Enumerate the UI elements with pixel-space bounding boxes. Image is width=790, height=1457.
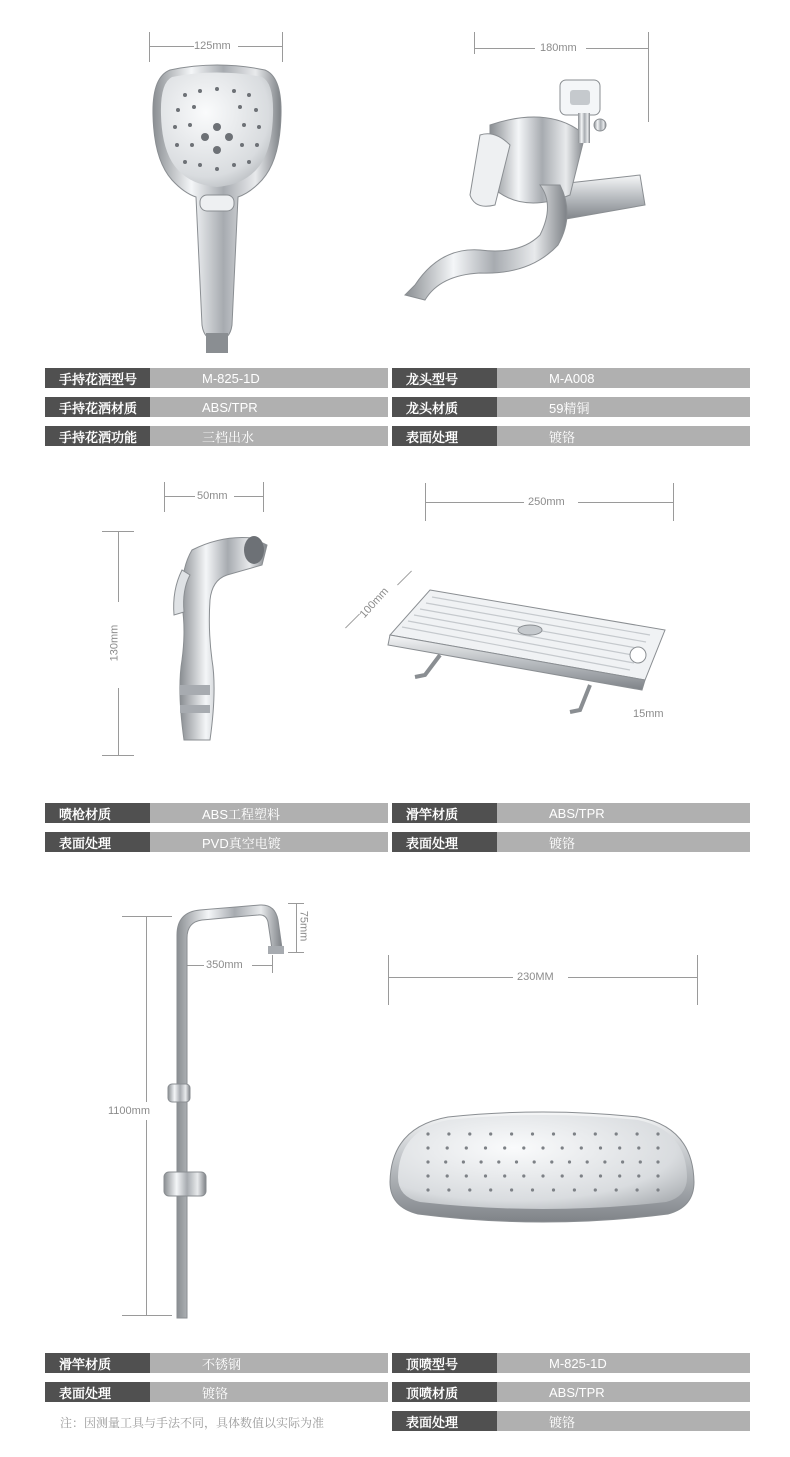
handshower-width-label: 125mm [194,40,231,52]
spec-value: ABS/TPR [497,803,750,823]
nozzle-dot [573,1188,576,1191]
overhead-shower-image [388,1112,698,1230]
spec-row [45,426,388,446]
nozzle-dot [503,1146,506,1149]
nozzle-dot [580,1146,583,1149]
nozzle-dot [489,1188,492,1191]
spec-value: ABS/TPR [497,1382,750,1402]
nozzle-dot [522,1146,525,1149]
spec-label: 手持花洒功能 [45,426,150,446]
nozzle-dot [621,1160,624,1163]
nozzle-dot [573,1132,576,1135]
nozzle-dot [447,1132,450,1135]
spec-label: 喷枪材质 [45,803,150,823]
spec-value: 镀铬 [497,1411,750,1431]
nozzle-dot [656,1174,659,1177]
spec-label: 滑竿材质 [392,803,497,823]
spec-value: M-825-1D [150,368,388,388]
spec-label: 顶喷型号 [392,1353,497,1373]
nozzle-dot [510,1188,513,1191]
spec-row [392,1353,750,1373]
nozzle-dot [533,1160,536,1163]
nozzle-dot [446,1174,449,1177]
shelf-depth-label: 100mm [357,585,392,621]
shelf-thickness-label: 15mm [633,708,664,720]
spec-value: ABS工程塑料 [150,803,388,823]
disclaimer-note: 注：因测量工具与手法不同，具体数值以实际为准 [60,1416,325,1430]
spec-row [45,803,388,823]
nozzle-dot [550,1160,553,1163]
spec-row [392,426,750,446]
nozzle-dot [484,1174,487,1177]
nozzle-dot [446,1146,449,1149]
nozzle-dot [462,1160,465,1163]
nozzle-dot [561,1174,564,1177]
spec-value: ABS/TPR [150,397,388,417]
pipe-height-label: 1100mm [108,1105,150,1117]
spec-row [392,832,750,852]
nozzle-dot [426,1160,429,1163]
spec-value: 三档出水 [150,426,388,446]
spec-label: 龙头材质 [392,397,497,417]
nozzle-dot [522,1174,525,1177]
nozzle-dot [618,1146,621,1149]
spec-label: 表面处理 [392,1411,497,1431]
spec-label: 龙头型号 [392,368,497,388]
head-width-label: 230MM [517,971,554,983]
spec-label: 顶喷材质 [392,1382,497,1402]
nozzle-dot [636,1188,639,1191]
shelf-length-label: 250mm [528,496,565,508]
spec-label: 滑竿材质 [45,1353,150,1373]
spec-value: 不锈钢 [150,1353,388,1373]
spec-value: 镀铬 [497,426,750,446]
nozzle-dot [656,1188,659,1191]
spec-label: 表面处理 [392,426,497,446]
spec-row [392,397,750,417]
nozzle-dot [561,1146,564,1149]
nozzle-dot [468,1188,471,1191]
nozzle-dot [568,1160,571,1163]
nozzle-dot [426,1132,429,1135]
nozzle-dot [656,1146,659,1149]
nozzle-dot [426,1146,429,1149]
spec-label: 表面处理 [45,1382,150,1402]
nozzle-dot [637,1174,640,1177]
nozzle-dot [503,1174,506,1177]
nozzle-dot [639,1160,642,1163]
spec-label: 表面处理 [45,832,150,852]
nozzle-dot [656,1160,659,1163]
nozzle-dot [615,1132,618,1135]
nozzle-dot [484,1146,487,1149]
nozzle-dot [468,1132,471,1135]
faucet-width-label: 180mm [540,42,577,54]
nozzle-dot [552,1132,555,1135]
spec-value: M-A008 [497,368,750,388]
nozzle-dot [603,1160,606,1163]
nozzle-dot [489,1132,492,1135]
spec-row [392,803,750,823]
spec-value: M-825-1D [497,1353,750,1373]
nozzle-dot [480,1160,483,1163]
nozzle-dot [636,1132,639,1135]
spec-label: 手持花洒材质 [45,397,150,417]
nozzle-dot [594,1188,597,1191]
nozzle-dot [599,1174,602,1177]
nozzle-dot [426,1188,429,1191]
spec-value: 镀铬 [150,1382,388,1402]
nozzle-dot [615,1188,618,1191]
handshower-image [150,65,285,355]
sprayer-height-label: 130mm [108,624,121,662]
nozzle-dot [531,1132,534,1135]
nozzle-dot [541,1146,544,1149]
spec-row [392,368,750,388]
shower-pipe-image [160,900,290,1320]
nozzle-dot [656,1132,659,1135]
spec-row [45,832,388,852]
spec-row [45,1353,388,1373]
nozzle-dot [580,1174,583,1177]
arm-length-label: 350mm [206,959,243,971]
nozzle-dot [515,1160,518,1163]
spec-row [392,1411,750,1431]
nozzle-dot [586,1160,589,1163]
nozzle-dot [510,1132,513,1135]
nozzle-dot [552,1188,555,1191]
arm-drop-label: 75mm [297,910,310,942]
nozzle-dot [426,1174,429,1177]
sprayer-image [162,530,272,750]
nozzle-dot [465,1174,468,1177]
nozzle-dot [465,1146,468,1149]
shelf-image [380,585,670,720]
nozzle-dot [618,1174,621,1177]
spec-value: 59精铜 [497,397,750,417]
spec-label: 表面处理 [392,832,497,852]
spec-row [45,397,388,417]
spec-value: PVD真空电镀 [150,832,388,852]
nozzle-dot [497,1160,500,1163]
spec-label: 手持花洒型号 [45,368,150,388]
nozzle-dot [637,1146,640,1149]
spec-row [45,1382,388,1402]
nozzle-dot [541,1174,544,1177]
faucet-image [400,75,650,305]
nozzle-dot [599,1146,602,1149]
nozzle-dot [444,1160,447,1163]
spec-row [45,368,388,388]
sprayer-width-label: 50mm [197,490,228,502]
spec-value: 镀铬 [497,832,750,852]
nozzle-dot [447,1188,450,1191]
nozzle-dot [594,1132,597,1135]
spec-row [392,1382,750,1402]
nozzle-dot [531,1188,534,1191]
